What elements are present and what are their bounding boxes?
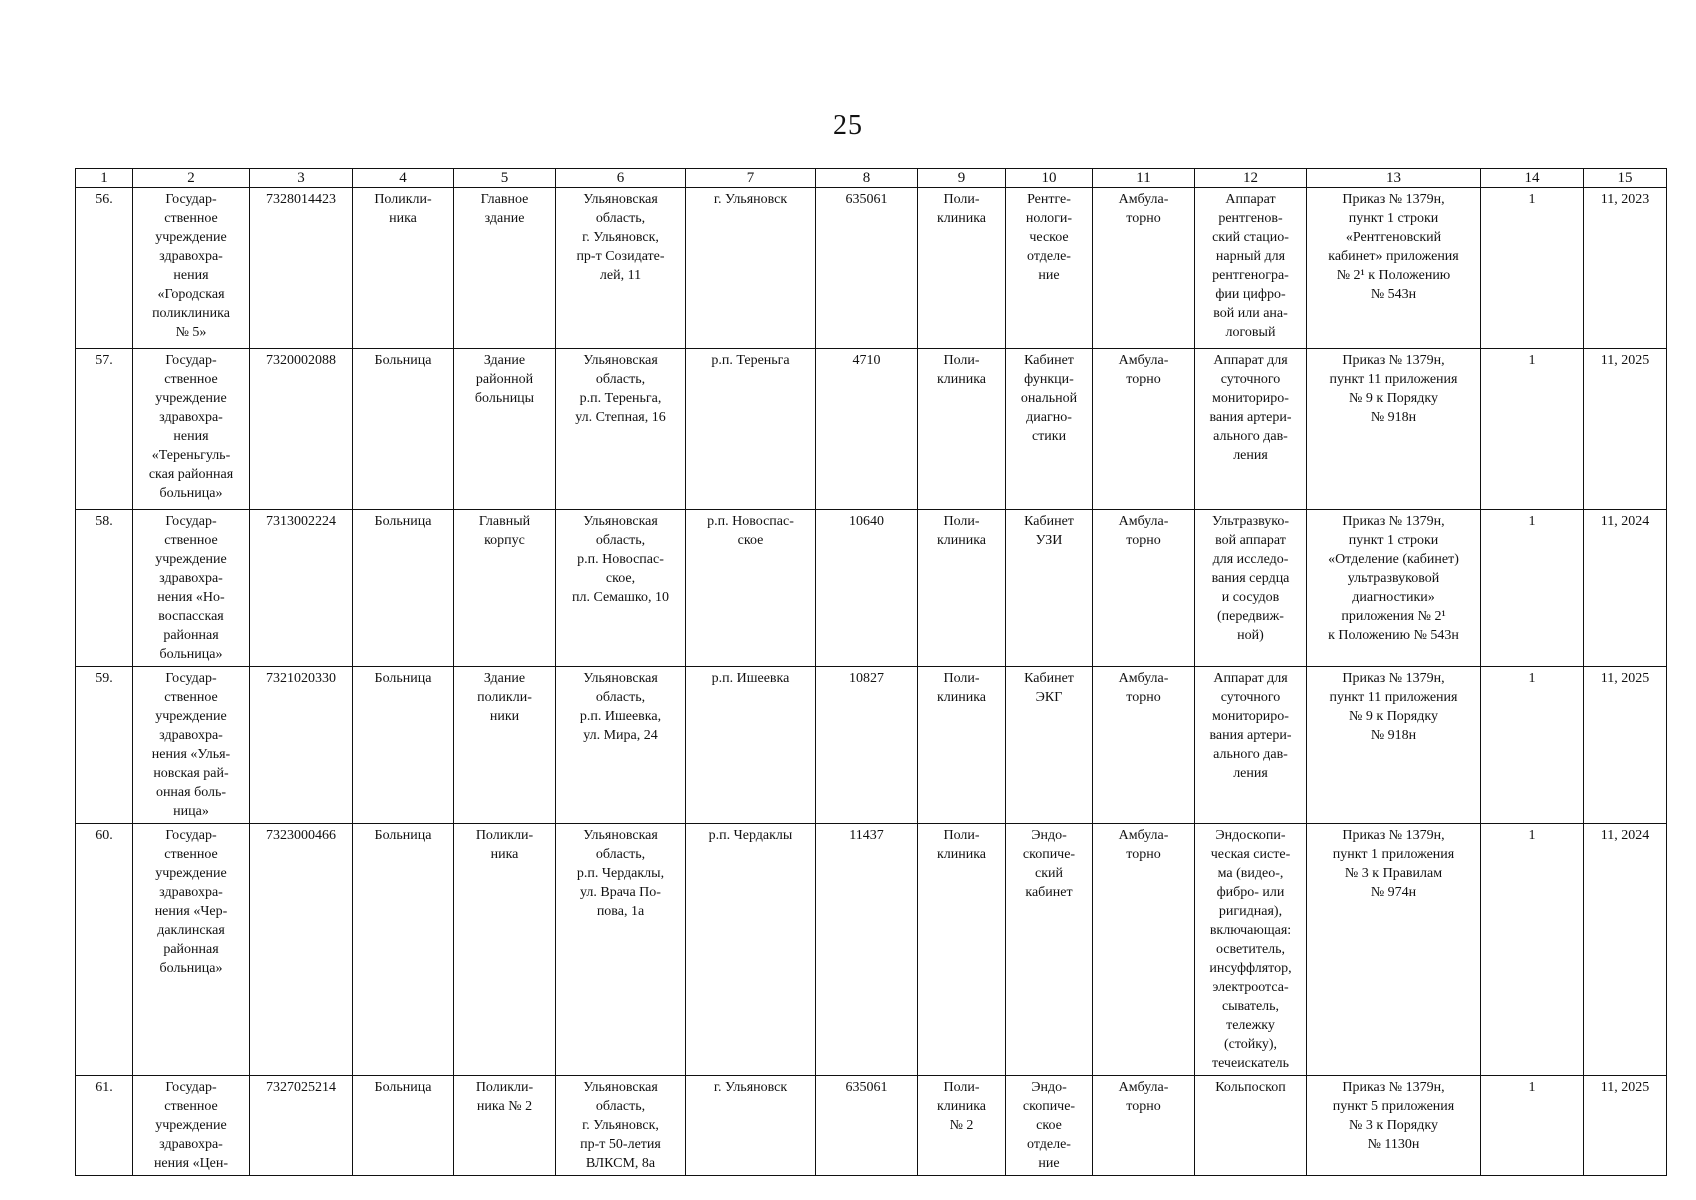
column-header: 12 <box>1195 169 1307 188</box>
address-cell: Ульяновская область, р.п. Чердаклы, ул. Врача По- пова, 1а <box>556 824 686 1076</box>
table-row <box>76 188 1667 349</box>
year-cell: 11, 2024 <box>1584 824 1667 1076</box>
facility-type: Больница <box>353 824 454 1076</box>
locality-cell: р.п. Тереньга <box>686 349 816 510</box>
equipment-cell: Ультразвуко- вой аппарат для исследо- вания сердца и сосудов (передвиж- ной) <box>1195 510 1307 667</box>
department-cell: Кабинет УЗИ <box>1006 510 1093 667</box>
column-header: 2 <box>133 169 250 188</box>
locality-cell: г. Ульяновск <box>686 188 816 349</box>
quantity-cell: 1 <box>1481 1076 1584 1176</box>
year-cell: 11, 2024 <box>1584 510 1667 667</box>
equipment-table <box>75 168 1667 1176</box>
year-cell: 11, 2023 <box>1584 188 1667 349</box>
equipment-cell: Аппарат для суточного мониториро- вания артери- ального дав- ления <box>1195 667 1307 824</box>
population-cell: 10640 <box>816 510 918 667</box>
table-header <box>76 169 1667 188</box>
unit-cell: Поли- клиника <box>918 188 1006 349</box>
address-cell: Ульяновская область, р.п. Тереньга, ул. Степная, 16 <box>556 349 686 510</box>
column-header: 1 <box>76 169 133 188</box>
row-number: 57. <box>76 349 133 510</box>
care-form-cell: Амбула- торно <box>1093 1076 1195 1176</box>
inn-cell: 7327025214 <box>250 1076 353 1176</box>
unit-cell: Поли- клиника <box>918 510 1006 667</box>
column-header: 4 <box>353 169 454 188</box>
unit-cell: Поли- клиника № 2 <box>918 1076 1006 1176</box>
building-cell: Поликли- ника № 2 <box>454 1076 556 1176</box>
order-cell: Приказ № 1379н, пункт 11 приложения № 9 к Порядку № 918н <box>1307 349 1481 510</box>
row-number: 60. <box>76 824 133 1076</box>
column-header: 7 <box>686 169 816 188</box>
organization-name: Государ- ственное учреждение здравохра- нения «Но- воспасская районная больница» <box>133 510 250 667</box>
table-body <box>76 188 1667 1176</box>
equipment-cell: Аппарат рентгенов- ский стацио- нарный для рентгеногра- фии цифро- вой или ана- логовый <box>1195 188 1307 349</box>
column-header: 15 <box>1584 169 1667 188</box>
address-cell: Ульяновская область, р.п. Новоспас- ское, пл. Семашко, 10 <box>556 510 686 667</box>
column-header: 5 <box>454 169 556 188</box>
care-form-cell: Амбула- торно <box>1093 349 1195 510</box>
department-cell: Эндо- скопиче- ский кабинет <box>1006 824 1093 1076</box>
locality-cell: г. Ульяновск <box>686 1076 816 1176</box>
locality-cell: р.п. Новоспас- ское <box>686 510 816 667</box>
unit-cell: Поли- клиника <box>918 667 1006 824</box>
building-cell: Главный корпус <box>454 510 556 667</box>
equipment-cell: Эндоскопи- ческая систе- ма (видео-, фибро- или ригидная), включающая: осветитель, инсуффлятор, электроотса- сыватель, тележку (стойку), течеискатель <box>1195 824 1307 1076</box>
department-cell: Кабинет ЭКГ <box>1006 667 1093 824</box>
quantity-cell: 1 <box>1481 510 1584 667</box>
inn-cell: 7323000466 <box>250 824 353 1076</box>
facility-type: Больница <box>353 667 454 824</box>
column-number-row <box>76 169 1667 188</box>
inn-cell: 7320002088 <box>250 349 353 510</box>
inn-cell: 7328014423 <box>250 188 353 349</box>
quantity-cell: 1 <box>1481 349 1584 510</box>
address-cell: Ульяновская область, р.п. Ишеевка, ул. Мира, 24 <box>556 667 686 824</box>
column-header: 13 <box>1307 169 1481 188</box>
year-cell: 11, 2025 <box>1584 349 1667 510</box>
organization-name: Государ- ственное учреждение здравохра- нения «Чер- даклинская районная больница» <box>133 824 250 1076</box>
organization-name: Государ- ственное учреждение здравохра- нения «Цен- <box>133 1076 250 1176</box>
year-cell: 11, 2025 <box>1584 667 1667 824</box>
order-cell: Приказ № 1379н, пункт 1 приложения № 3 к Правилам № 974н <box>1307 824 1481 1076</box>
quantity-cell: 1 <box>1481 667 1584 824</box>
inn-cell: 7321020330 <box>250 667 353 824</box>
order-cell: Приказ № 1379н, пункт 11 приложения № 9 к Порядку № 918н <box>1307 667 1481 824</box>
column-header: 3 <box>250 169 353 188</box>
quantity-cell: 1 <box>1481 188 1584 349</box>
address-cell: Ульяновская область, г. Ульяновск, пр-т Созидате- лей, 11 <box>556 188 686 349</box>
building-cell: Поликли- ника <box>454 824 556 1076</box>
facility-type: Больница <box>353 349 454 510</box>
organization-name: Государ- ственное учреждение здравохра- нения «Тереньгуль- ская районная больница» <box>133 349 250 510</box>
care-form-cell: Амбула- торно <box>1093 188 1195 349</box>
column-header: 14 <box>1481 169 1584 188</box>
column-header: 6 <box>556 169 686 188</box>
order-cell: Приказ № 1379н, пункт 5 приложения № 3 к Порядку № 1130н <box>1307 1076 1481 1176</box>
table-row <box>76 510 1667 667</box>
order-cell: Приказ № 1379н, пункт 1 строки «Отделение (кабинет) ультразвуковой диагностики» приложения № 2¹ к Положению № 543н <box>1307 510 1481 667</box>
inn-cell: 7313002224 <box>250 510 353 667</box>
column-header: 10 <box>1006 169 1093 188</box>
table-row <box>76 824 1667 1076</box>
table-row <box>76 667 1667 824</box>
population-cell: 635061 <box>816 188 918 349</box>
unit-cell: Поли- клиника <box>918 349 1006 510</box>
facility-type: Больница <box>353 510 454 667</box>
order-cell: Приказ № 1379н, пункт 1 строки «Рентгеновский кабинет» приложения № 2¹ к Положению № 543н <box>1307 188 1481 349</box>
care-form-cell: Амбула- торно <box>1093 667 1195 824</box>
building-cell: Главное здание <box>454 188 556 349</box>
year-cell: 11, 2025 <box>1584 1076 1667 1176</box>
locality-cell: р.п. Чердаклы <box>686 824 816 1076</box>
facility-type: Больница <box>353 1076 454 1176</box>
row-number: 61. <box>76 1076 133 1176</box>
equipment-cell: Аппарат для суточного мониториро- вания артери- ального дав- ления <box>1195 349 1307 510</box>
column-header: 11 <box>1093 169 1195 188</box>
column-header: 8 <box>816 169 918 188</box>
equipment-cell: Кольпоскоп <box>1195 1076 1307 1176</box>
organization-name: Государ- ственное учреждение здравохра- нения «Городская поликлиника № 5» <box>133 188 250 349</box>
row-number: 58. <box>76 510 133 667</box>
column-header: 9 <box>918 169 1006 188</box>
department-cell: Эндо- скопиче- ское отделе- ние <box>1006 1076 1093 1176</box>
care-form-cell: Амбула- торно <box>1093 824 1195 1076</box>
locality-cell: р.п. Ишеевка <box>686 667 816 824</box>
row-number: 56. <box>76 188 133 349</box>
population-cell: 11437 <box>816 824 918 1076</box>
population-cell: 635061 <box>816 1076 918 1176</box>
quantity-cell: 1 <box>1481 824 1584 1076</box>
building-cell: Здание поликли- ники <box>454 667 556 824</box>
address-cell: Ульяновская область, г. Ульяновск, пр-т 50-летия ВЛКСМ, 8а <box>556 1076 686 1176</box>
row-number: 59. <box>76 667 133 824</box>
unit-cell: Поли- клиника <box>918 824 1006 1076</box>
table-row <box>76 349 1667 510</box>
table-row <box>76 1076 1667 1176</box>
page-number: 25 <box>833 110 863 141</box>
department-cell: Рентге- нологи- ческое отделе- ние <box>1006 188 1093 349</box>
building-cell: Здание районной больницы <box>454 349 556 510</box>
department-cell: Кабинет функци- ональной диагно- стики <box>1006 349 1093 510</box>
care-form-cell: Амбула- торно <box>1093 510 1195 667</box>
organization-name: Государ- ственное учреждение здравохра- нения «Улья- новская рай- онная боль- ница» <box>133 667 250 824</box>
population-cell: 4710 <box>816 349 918 510</box>
population-cell: 10827 <box>816 667 918 824</box>
facility-type: Поликли- ника <box>353 188 454 349</box>
